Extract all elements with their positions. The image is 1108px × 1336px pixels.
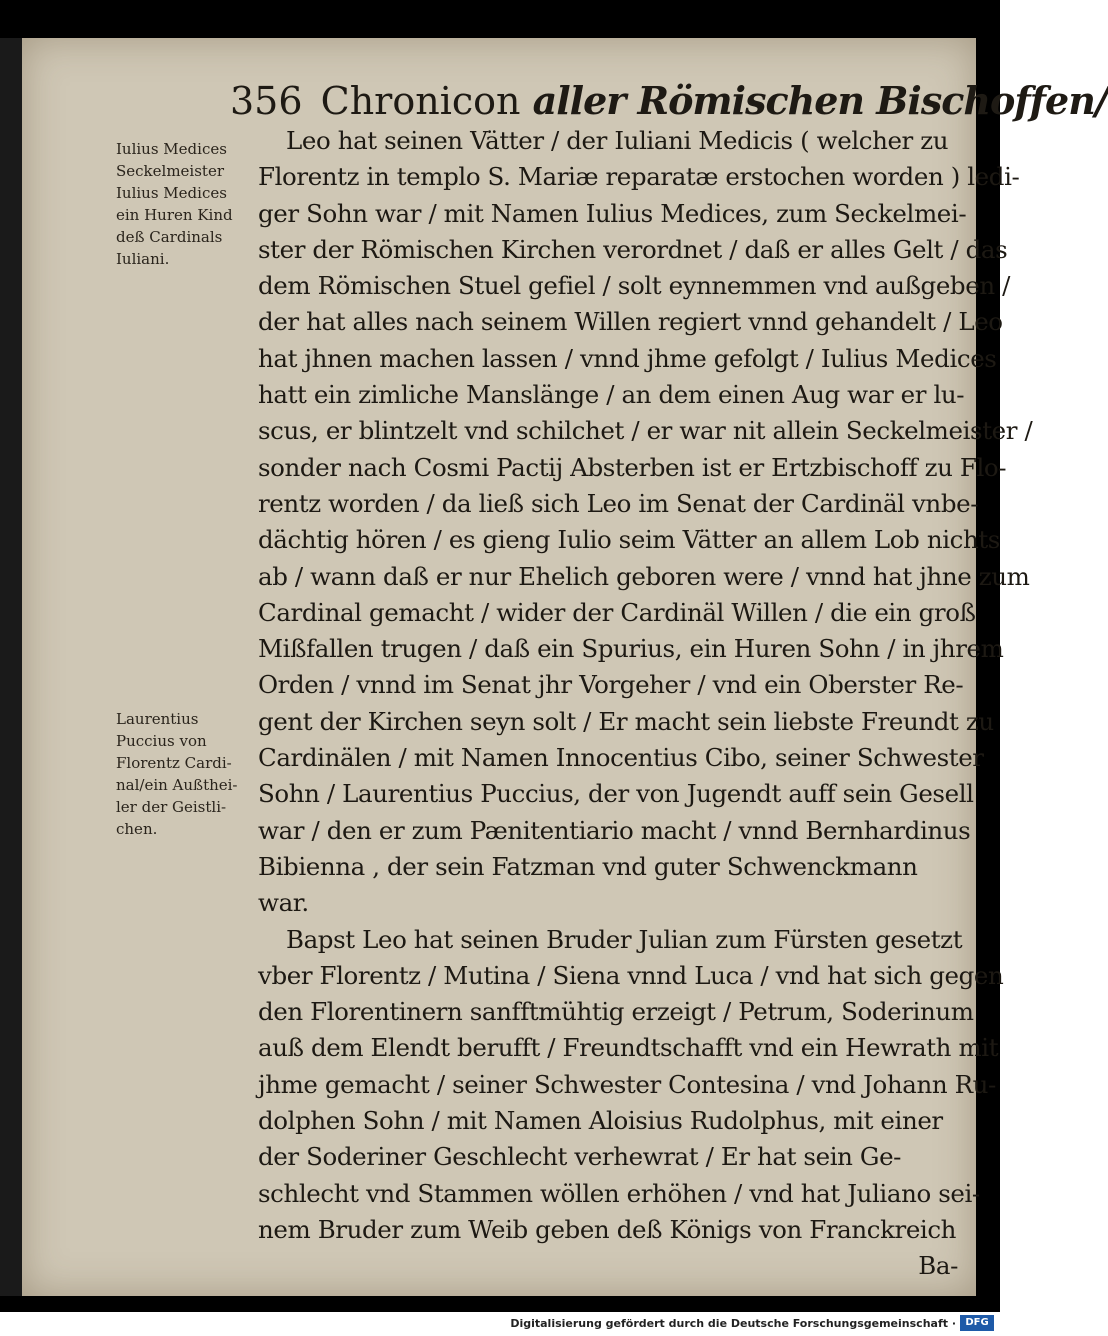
body-line: dolphen Sohn / mit Namen Aloisius Rudolphus, mit einer	[258, 1106, 943, 1136]
body-line: Sohn / Laurentius Puccius, der von Jugendt auff sein Gesell	[258, 779, 974, 809]
body-line: hat jhnen machen lassen / vnnd jhme gefolgt / Iulius Medices	[258, 343, 997, 373]
body-line: hatt ein zimliche Manslänge / an dem einen Aug war er lu-	[258, 380, 965, 410]
body-line: dem Römischen Stuel gefiel / solt eynnemmen vnd außgeben /	[258, 271, 1010, 301]
body-line: ger Sohn war / mit Namen Iulius Medices, zum Seckelmei-	[258, 198, 967, 228]
body-line: gent der Kirchen seyn solt / Er macht sein liebste Freundt zu	[258, 706, 994, 736]
body-line: Orden / vnnd im Senat jhr Vorgeher / vnd ein Oberster Re-	[258, 670, 964, 700]
margin-note-line: Florentz Cardi-	[116, 754, 232, 772]
margin-note-line: deß Cardinals	[116, 228, 223, 246]
body-line: Leo hat seinen Vätter / der Iuliani Medicis ( welcher zu	[286, 126, 949, 155]
body-line: dächtig hören / es gieng Iulio seim Vätter an allem Lob nichts	[258, 525, 1000, 555]
body-line: ster der Römischen Kirchen verordnet / daß er alles Gelt / das	[258, 234, 1008, 264]
funding-credit: Digitalisierung gefördert durch die Deutsche Forschungsgemeinschaft ·	[510, 1317, 956, 1330]
body-text	[258, 123, 1033, 1285]
body-line: Cardinälen / mit Namen Innocentius Cibo, seiner Schwester	[258, 743, 984, 773]
running-title-prefix: Chronicon	[320, 79, 521, 123]
body-line: Florentz in templo S. Mariæ reparatæ erstochen worden ) ledi-	[258, 162, 1020, 192]
margin-note-line: chen.	[116, 820, 158, 838]
body-line: Bibienna , der sein Fatzman vnd guter Schwenckmann	[258, 851, 918, 881]
margin-note-line: Iulius Medices	[116, 140, 227, 158]
body-line: ab / wann daß er nur Ehelich geboren were / vnnd hat jhne zum	[258, 561, 1030, 591]
body-line: jhme gemacht / seiner Schwester Contesina / vnd Johann Ru-	[258, 1069, 996, 1099]
body-line: den Florentinern sanfftmühtig erzeigt / Petrum, Soderinum	[258, 997, 974, 1027]
body-line: scus, er blintzelt vnd schilchet / er war nit allein Seckelmeister /	[258, 416, 1033, 446]
body-line: Cardinal gemacht / wider der Cardinäl Willen / die ein groß	[258, 597, 976, 627]
body-line: Mißfallen trugen / daß ein Spurius, ein Huren Sohn / in jhrem	[258, 634, 1004, 664]
margin-note-line: Iuliani.	[116, 250, 170, 268]
body-line: der Soderiner Geschlecht verhewrat / Er hat sein Ge-	[258, 1142, 902, 1172]
body-line: schlecht vnd Stammen wöllen erhöhen / vnd hat Juliano sei-	[258, 1178, 980, 1208]
margin-note-line: Puccius von	[116, 732, 207, 750]
scanned-page	[22, 38, 1108, 1296]
dfg-logo-icon: DFG	[960, 1315, 994, 1331]
footer-bar	[0, 1312, 1000, 1336]
body-line: war.	[258, 888, 309, 918]
margin-note-line: nal/ein Außthei-	[116, 776, 238, 794]
body-line: auß dem Elendt berufft / Freundtschafft vnd ein Hewrath mit	[258, 1033, 999, 1063]
body-line: der hat alles nach seinem Willen regiert vnnd gehandelt / Leo	[258, 307, 1003, 337]
page-header	[230, 78, 1108, 123]
page-edge-shadow	[0, 38, 22, 1296]
margin-note-julius	[116, 138, 266, 270]
body-line: war / den er zum Pænitentiario macht / vnnd Bernhardinus	[258, 815, 971, 845]
body-line: nem Bruder zum Weib geben deß Königs von Franckreich	[258, 1214, 957, 1244]
body-line: sonder nach Cosmi Pactij Absterben ist er Ertzbischoff zu Flo-	[258, 452, 1007, 482]
margin-note-line: Laurentius	[116, 710, 199, 728]
body-line: rentz worden / da ließ sich Leo im Senat der Cardinäl vnbe-	[258, 488, 979, 518]
margin-note-line: ein Huren Kind	[116, 206, 233, 224]
margin-note-line: ler der Geistli-	[116, 798, 227, 816]
margin-note-line: Seckelmeister	[116, 162, 224, 180]
running-title-gothic: aller Römischen Bischoffen/	[532, 78, 1108, 123]
page-number: 356	[230, 79, 303, 123]
catchword: Ba-	[918, 1251, 958, 1281]
body-line: Bapst Leo hat seinen Bruder Julian zum Fürsten gesetzt	[286, 924, 963, 954]
margin-note-laurentius	[116, 708, 266, 840]
margin-note-line: Iulius Medices	[116, 184, 227, 202]
body-line: vber Florentz / Mutina / Siena vnnd Luca / vnd hat sich gegen	[258, 960, 1004, 990]
